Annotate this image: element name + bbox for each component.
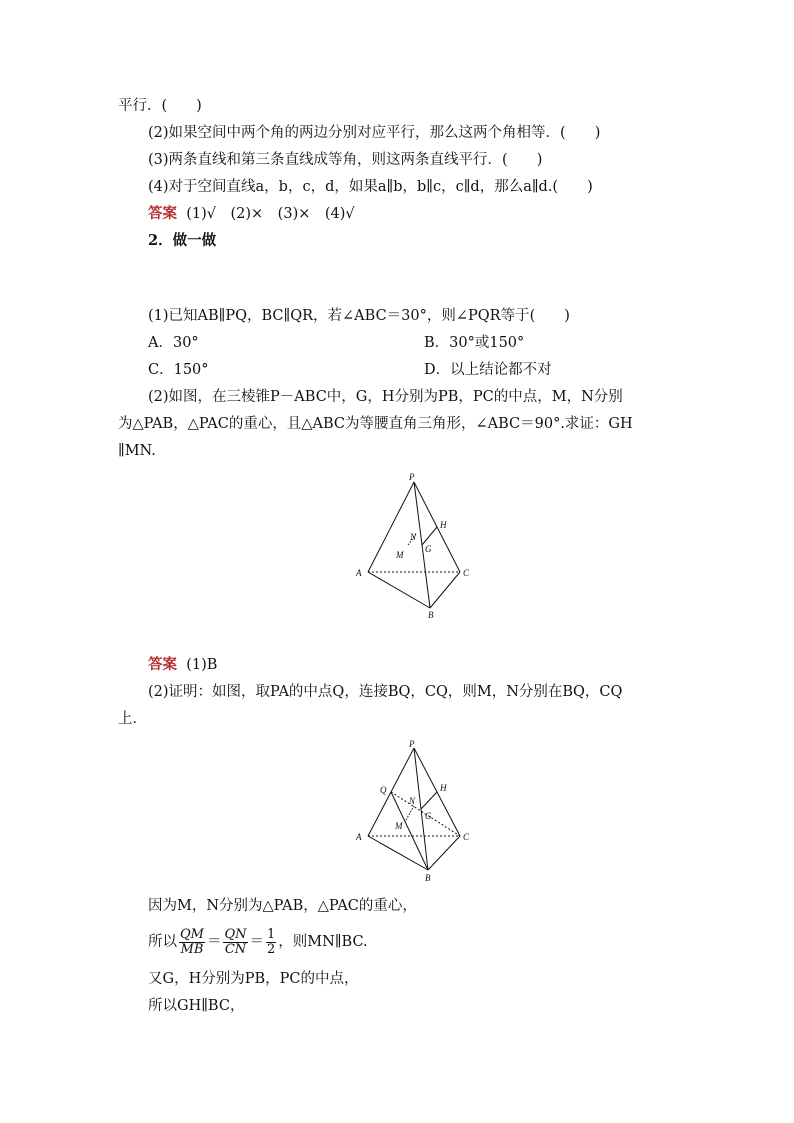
fraction-qm-mb (179, 928, 205, 957)
label-a: A (356, 568, 362, 578)
fraction-den: MB (180, 941, 204, 957)
fraction-qn-cn (223, 928, 247, 957)
edge-ab (368, 836, 428, 870)
fraction-num: QM (180, 926, 204, 942)
q1-stem: (1)已知AB∥PQ，BC∥QR，若∠ABC＝30°，则∠PQR等于( ) (148, 308, 570, 324)
edge-bc (430, 572, 460, 608)
proof-l2-prefix: 所以 (148, 934, 177, 950)
q1-option-b: B．30°或150° (424, 335, 525, 351)
q2-line2: 为△PAB，△PAC的重心，且△ABC为等腰直角三角形，∠ABC＝90°.求证：GH (118, 416, 633, 432)
fraction-den: 2 (267, 941, 276, 957)
label-m: M (395, 821, 403, 831)
label-c: C (463, 568, 470, 578)
label-p: P (409, 472, 415, 482)
proof-line2: 上． (118, 711, 147, 727)
answer-text: (1)√ (2)× (3)× (4)√ (186, 206, 355, 222)
edge-ab (368, 572, 430, 608)
q-prev-answer (148, 204, 355, 224)
q-prev-line1: 平行．( ) (118, 98, 202, 114)
label-p: P (409, 739, 415, 749)
q1-option-d: D．以上结论都不对 (424, 362, 552, 378)
fraction-num: QN (224, 926, 247, 942)
fraction-num: 1 (267, 926, 276, 942)
fraction-one-half (266, 928, 276, 957)
label-c: C (463, 832, 470, 842)
label-q: Q (380, 785, 387, 795)
proof-l4: 所以GH∥BC， (148, 998, 245, 1014)
edge-pa (368, 482, 414, 572)
proof-l2 (148, 926, 368, 958)
q-prev-line2: (2)如果空间中两个角的两边分别对应平行，那么这两个角相等．( ) (148, 125, 601, 141)
equals-sign: ＝ (206, 934, 222, 950)
segment-gh (422, 527, 437, 545)
label-b: B (428, 610, 434, 620)
tetrahedron-figure-1 (348, 470, 478, 620)
segment-mn (406, 806, 414, 820)
proof-l2-suffix: ，则MN∥BC. (278, 934, 368, 950)
q2-line3: ∥MN. (118, 443, 156, 459)
proof-line1: (2)证明：如图，取PA的中点Q，连接BQ，CQ，则M，N分别在BQ，CQ (148, 684, 623, 700)
edge-bc (428, 836, 460, 870)
tetrahedron-figure-2 (348, 738, 478, 888)
answer-label: 答案 (148, 205, 177, 222)
answer2-a1: (1)B (186, 657, 218, 673)
q2-line1: (2)如图，在三棱锥P－ABC中，G，H分别为PB，PC的中点，M，N分别 (148, 389, 623, 405)
label-h: H (440, 520, 447, 530)
label-a: A (356, 832, 362, 842)
q1-option-a: A．30° (148, 335, 199, 351)
label-m: M (396, 550, 404, 560)
label-b: B (425, 873, 431, 883)
answer2-label: 答案 (148, 656, 177, 673)
q-prev-line3: (3)两条直线和第三条直线成等角，则这两条直线平行．( ) (148, 152, 543, 168)
q-prev-line4: (4)对于空间直线a，b，c，d，如果a∥b，b∥c，c∥d，那么a∥d.( ) (148, 179, 593, 195)
section-title: 2．做一做 (148, 232, 217, 249)
answer2-line (148, 655, 217, 675)
label-h: H (440, 783, 447, 793)
fraction-den: CN (224, 941, 247, 957)
label-n: N (409, 796, 416, 806)
proof-l3: 又G，H分别为PB，PC的中点， (148, 971, 359, 987)
label-g: G (425, 544, 432, 554)
label-g: G (425, 811, 432, 821)
proof-l1: 因为M，N分别为△PAB，△PAC的重心， (148, 898, 417, 914)
label-n: N (410, 532, 417, 542)
equals-sign: ＝ (249, 934, 265, 950)
q1-option-c: C．150° (148, 362, 209, 378)
segment-gh (421, 792, 437, 809)
